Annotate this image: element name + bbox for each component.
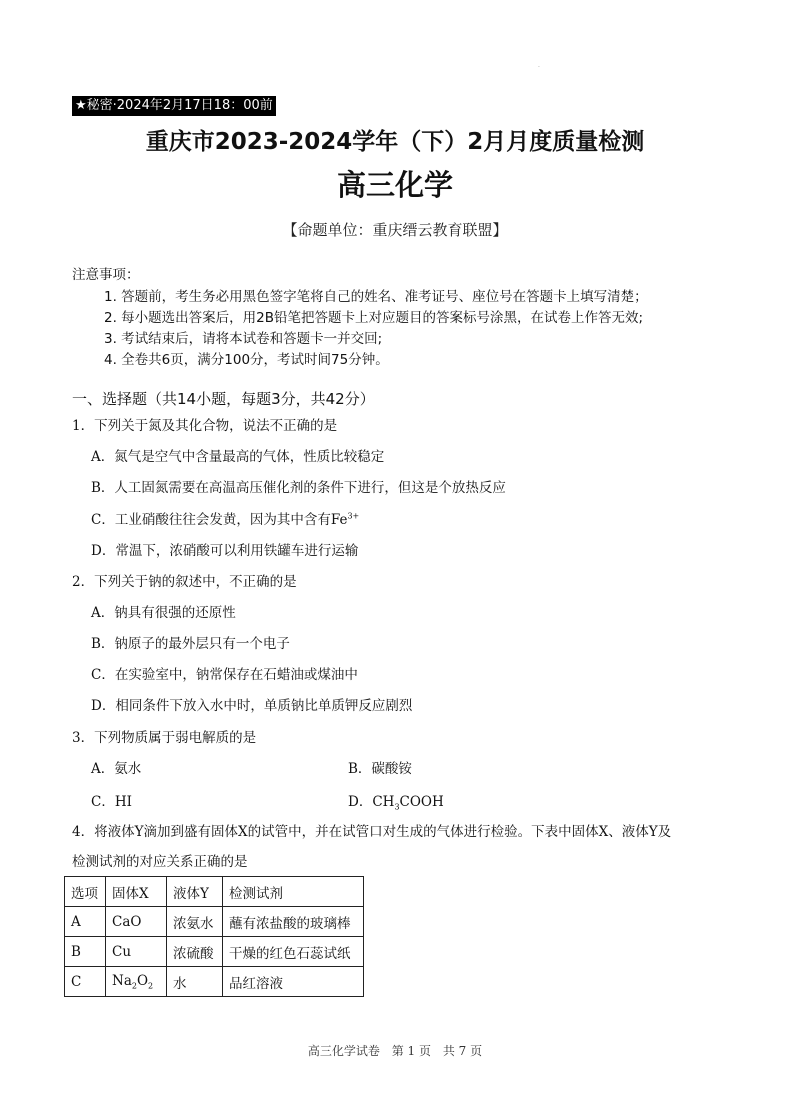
question-2-option-b: B．钠原子的最外层只有一个电子 — [91, 636, 290, 652]
page-footer — [0, 1042, 790, 1059]
exam-title: 重庆市2023-2024学年（下）2月月度质量检测 — [145, 129, 645, 155]
table-cell: 水 — [167, 967, 223, 997]
notice-item: 2. 每小题选出答案后，用2B铅笔把答题卡上对应题目的答案标号涂黑，在试卷上作答无效; — [104, 310, 644, 326]
question-2-stem: 2．下列关于钠的叙述中，不正确的是 — [72, 574, 297, 590]
question-3-option-d: D．$CH_3COOH$ — [348, 794, 444, 812]
question-1-option-b: B．人工固氮需要在高温高压催化剂的条件下进行，但这是个放热反应 — [91, 480, 506, 496]
question-4-table — [64, 876, 364, 997]
notice-item: 3. 考试结束后，请将本试卷和答题卡一并交回; — [104, 331, 383, 347]
question-2-option-c: C．在实验室中，钠常保存在石蜡油或煤油中 — [91, 667, 358, 683]
table-cell: B — [65, 937, 106, 967]
table-header-cell: 检测试剂 — [223, 877, 364, 907]
table-cell: CaO — [106, 907, 167, 937]
table-cell: 干燥的红色石蕊试纸 — [223, 937, 364, 967]
notice-item: 4. 全卷共6页，满分100分，考试时间75分钟。 — [104, 352, 389, 368]
table-header-cell: 固体X — [106, 877, 167, 907]
footer-page-number: 第 1 页 — [391, 1044, 431, 1058]
subject-title: 高三化学 — [336, 168, 453, 202]
question-3-option-c: C．HI — [91, 794, 132, 810]
table-header-cell: 液体Y — [167, 877, 223, 907]
issuing-unit: 【命题单位：重庆缙云教育联盟】 — [282, 221, 508, 239]
superscript: 3+ — [347, 511, 360, 521]
notice-item: 1. 答题前，考生务必用黑色签字笔将自己的姓名、准考证号、座位号在答题卡上填写清楚； — [104, 289, 648, 305]
table-cell: Cu — [106, 937, 167, 967]
question-1-option-a: A．氮气是空气中含量最高的气体，性质比较稳定 — [91, 449, 385, 465]
footer-paper-name: 高三化学试卷 — [307, 1044, 380, 1058]
table-row — [65, 907, 364, 937]
table-header-row — [65, 877, 364, 907]
question-1-option-c: C．工业硝酸往往会发黄，因为其中含有$Fe^{3+}$ — [91, 511, 360, 528]
question-4-stem-line1: 4．将液体Y滴加到盛有固体X的试管中，并在试管口对生成的气体进行检验。下表中固体X、液体Y及 — [72, 824, 672, 840]
table-cell: C — [65, 967, 106, 997]
table-row — [65, 937, 364, 967]
scan-dot: · — [538, 64, 540, 71]
question-2-option-a: A．钠具有很强的还原性 — [91, 605, 236, 621]
notice-title: 注意事项： — [72, 267, 140, 283]
table-cell: 品红溶液 — [223, 967, 364, 997]
question-2-option-d: D．相同条件下放入水中时，单质钠比单质钾反应剧烈 — [91, 698, 413, 714]
table-row — [65, 967, 364, 997]
table-header-cell: 选项 — [65, 877, 106, 907]
table-cell: 浓氨水 — [167, 907, 223, 937]
question-1-option-d: D．常温下，浓硝酸可以利用铁罐车进行运输 — [91, 543, 359, 559]
footer-total-pages: 共 7 页 — [442, 1044, 483, 1058]
confidential-label: ★秘密·2024年2月17日18：00前 — [72, 96, 276, 116]
table-cell: A — [65, 907, 106, 937]
question-3-stem: 3．下列物质属于弱电解质的是 — [72, 730, 257, 746]
question-4-stem-line2: 检测试剂的对应关系正确的是 — [72, 854, 248, 870]
table-cell: $Na_2O_2$ — [106, 967, 167, 997]
question-3-option-a: A．氨水 — [91, 761, 142, 777]
table-cell: 浓硫酸 — [167, 937, 223, 967]
section-heading: 一、选择题（共14小题，每题3分，共42分） — [72, 390, 375, 408]
question-3-option-b: B．碳酸铵 — [348, 761, 412, 777]
question-1-stem: 1．下列关于氮及其化合物，说法不正确的是 — [72, 418, 338, 434]
table-cell: 蘸有浓盐酸的玻璃棒 — [223, 907, 364, 937]
